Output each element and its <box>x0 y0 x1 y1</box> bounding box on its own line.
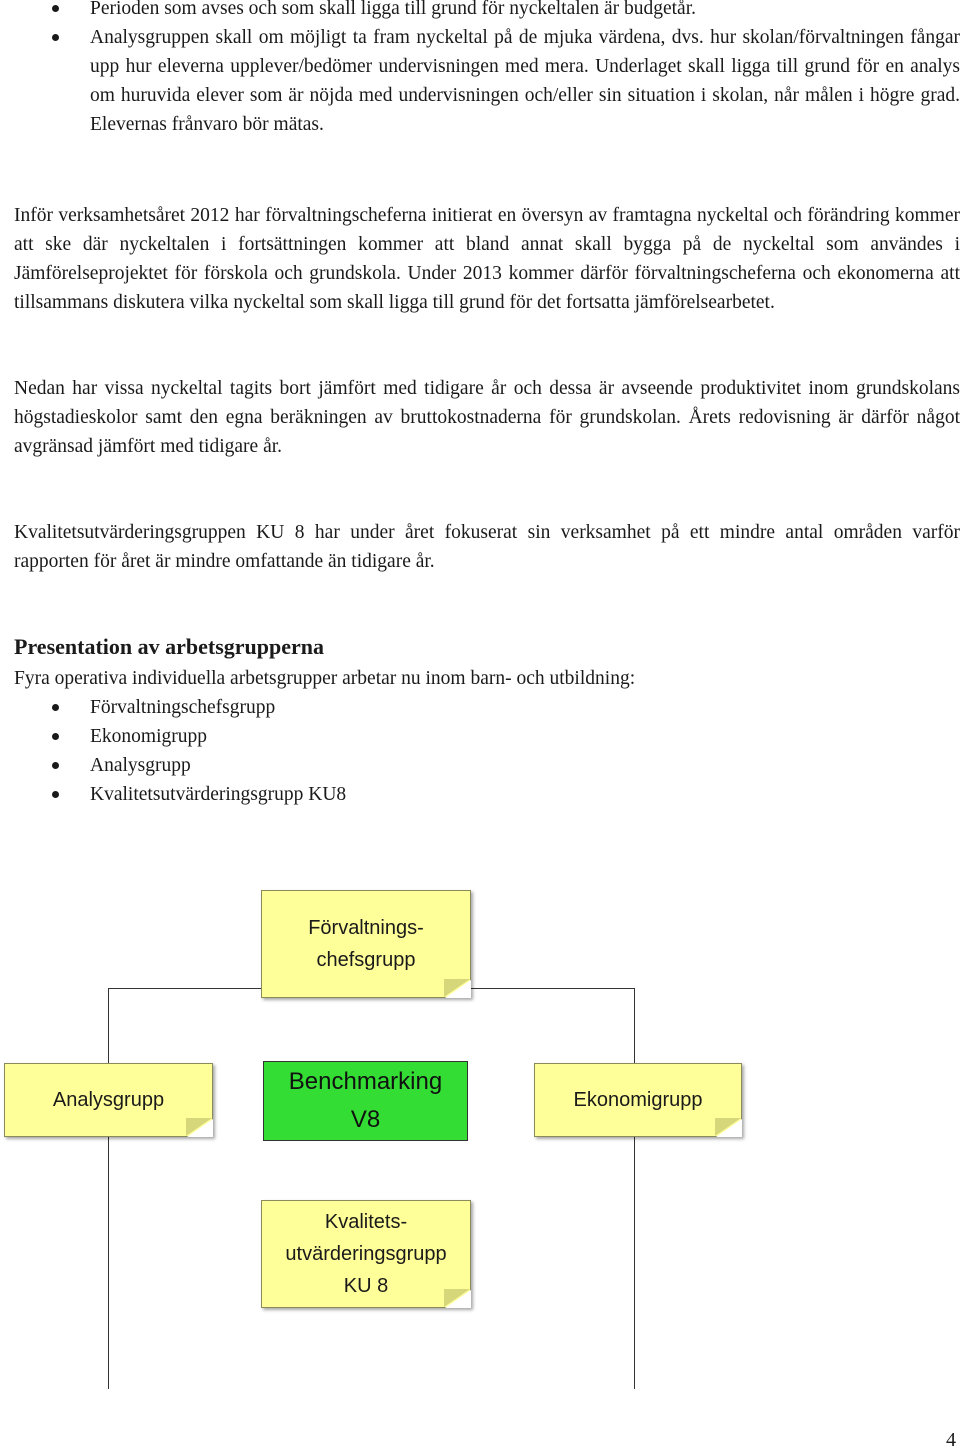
note-analysgrupp <box>4 1063 213 1137</box>
paragraph: Kvalitetsutvärderingsgruppen KU 8 har under året fokuserat sin verksamhet på ett mindre antal områden varför rapporten för året är mindre omfattande än tidigare år. <box>14 522 960 572</box>
intro-bullet-list <box>14 0 960 139</box>
paragraph: Inför verksamhetsåret 2012 har förvaltningscheferna initierat en översyn av framtagna nyckeltal och förändring kommer att ske där nyckeltalen i fortsättningen kommer att bland annat skall bygga på de nyckeltal som användes i Jämförelseprojektet för förskola och grundskola. Under 2013 kommer därför förvaltningscheferna och ekonomerna att tillsammans diskutera vilka nyckeltal som skall ligga till grund för det fortsatta jämförelsearbetet. <box>14 205 960 313</box>
note-line: Ekonomigrupp <box>573 1089 703 1111</box>
page-curl-shadow <box>715 1118 741 1136</box>
note-line: utvärderingsgrupp <box>285 1243 447 1265</box>
list-item: Analysgruppen skall om möjligt ta fram nyckeltal på de mjuka värdena, dvs. hur skolan/förvaltningen fångar upp hur eleverna upplever/bedömer undervisningen med mera. Underlaget skall ligga till grund för en analys om huruvida elever som är nöjda med undervisningen och/eller sin situation i skolan, når målen i högre grad. Elevernas frånvaro bör mätas. <box>14 23 960 139</box>
center-line: Benchmarking <box>288 1068 443 1095</box>
page-curl-shadow <box>186 1118 212 1136</box>
paragraph: Nedan har vissa nyckeltal tagits bort jämfört med tidigare år och dessa är avseende produktivitet inom grundskolans högstadieskolor samt den egna beräkningen av bruttokostnaderna för grundskolan. Årets redovisning är därför något avgränsad jämfört med tidigare år. <box>14 378 960 457</box>
page-curl-shadow <box>444 979 470 997</box>
list-item: Perioden som avses och som skall ligga till grund för nyckeltalen är budgetår. <box>14 0 960 23</box>
groups-list <box>14 693 960 809</box>
list-item: Analysgrupp <box>14 751 960 780</box>
note-line: KU 8 <box>343 1275 389 1297</box>
note-line: Förvaltnings- <box>308 917 424 939</box>
list-item: Ekonomigrupp <box>14 722 960 751</box>
section-heading: Presentation av arbetsgrupperna <box>14 634 325 659</box>
note-line: Kvalitets- <box>324 1211 408 1233</box>
benchmarking-box <box>263 1061 468 1141</box>
note-line: Analysgrupp <box>52 1089 165 1111</box>
section-intro: Fyra operativa individuella arbetsgrupper arbetar nu inom barn- och utbildning: <box>14 668 636 689</box>
list-item: Kvalitetsutvärderingsgrupp KU8 <box>14 780 960 809</box>
page-curl-shadow <box>444 1289 470 1307</box>
center-line: V8 <box>350 1106 381 1133</box>
page-number: 4 <box>946 1429 956 1451</box>
note-line: chefsgrupp <box>316 949 416 971</box>
note-forvaltningschefsgrupp <box>261 890 471 998</box>
list-item: Förvaltningschefsgrupp <box>14 693 960 722</box>
note-kvalitetsutvarderingsgrupp <box>261 1200 471 1308</box>
note-ekonomigrupp <box>534 1063 742 1137</box>
workgroup-diagram <box>0 880 960 1320</box>
